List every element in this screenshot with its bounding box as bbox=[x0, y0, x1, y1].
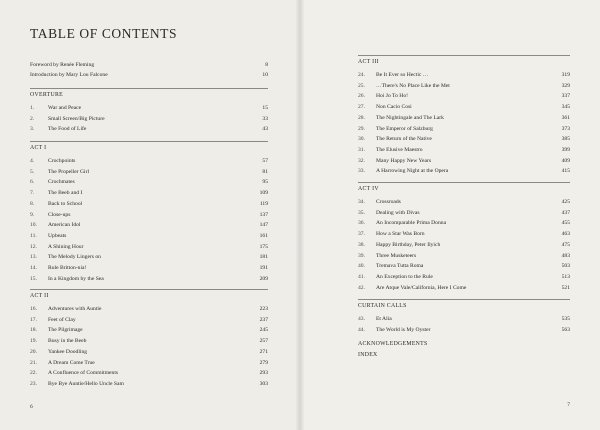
chapter-title: In a Kingdom by the Sea bbox=[48, 275, 104, 282]
page-number: 15 bbox=[262, 105, 268, 111]
chapter-title: A Harrowing Night at the Opera bbox=[376, 168, 449, 175]
page-number: 535 bbox=[561, 316, 570, 322]
toc-entry bbox=[30, 379, 268, 389]
section-heading: ACT I bbox=[30, 145, 47, 151]
chapter-title: Close-ups bbox=[48, 211, 71, 218]
page-number: 43 bbox=[262, 126, 268, 133]
toc-entry bbox=[30, 167, 268, 177]
toc-entry bbox=[358, 70, 570, 80]
section-heading: ACT II bbox=[30, 293, 49, 299]
toc-entry bbox=[30, 60, 268, 70]
chapter-title: Bye Bye Auntie/Hello Uncle Sam bbox=[48, 380, 124, 387]
chapter-title: An Exception to the Rule bbox=[376, 273, 433, 280]
page-number: 437 bbox=[561, 209, 570, 216]
chapter-title: Introduction by Mary Lou Falcone bbox=[30, 72, 108, 78]
toc-entry bbox=[358, 113, 570, 123]
section-rule bbox=[30, 289, 268, 290]
chapter-title: Et Alia bbox=[376, 316, 392, 322]
toc-entry bbox=[30, 188, 268, 198]
chapter-number: 12. bbox=[30, 243, 37, 250]
page-number: 257 bbox=[259, 338, 268, 345]
book-gutter bbox=[296, 0, 304, 430]
chapter-title: The Pilgrimage bbox=[48, 327, 83, 334]
toc-entry bbox=[358, 283, 570, 293]
section-heading: CURTAIN CALLS bbox=[358, 303, 407, 309]
chapter-title: The Food of Life bbox=[48, 126, 87, 133]
chapter-number: 39. bbox=[358, 252, 365, 259]
toc-entry bbox=[358, 229, 570, 239]
toc-entry bbox=[358, 156, 570, 166]
page-number: 319 bbox=[561, 72, 570, 78]
section-rule bbox=[358, 55, 570, 56]
chapter-title: Many Happy New Years bbox=[376, 157, 431, 164]
chapter-title: American Idol bbox=[48, 222, 81, 229]
page-number: 181 bbox=[259, 254, 268, 261]
chapter-number: 44. bbox=[358, 326, 365, 333]
toc-entry bbox=[358, 314, 570, 324]
page-number: 345 bbox=[561, 104, 570, 111]
index-heading: INDEX bbox=[358, 352, 378, 358]
toc-entry bbox=[358, 251, 570, 261]
toc-entry bbox=[30, 103, 268, 113]
chapter-title: Busy in the Beeb bbox=[48, 338, 87, 345]
page-number: 81 bbox=[262, 168, 268, 175]
chapter-number: 1. bbox=[30, 105, 35, 111]
page-number: 119 bbox=[259, 200, 268, 207]
chapter-number: 38. bbox=[358, 241, 365, 248]
chapter-title: Small Screen/Big Picture bbox=[48, 115, 105, 122]
chapter-number: 17. bbox=[30, 316, 37, 323]
chapter-number: 40. bbox=[358, 263, 365, 270]
chapter-number: 8. bbox=[30, 200, 35, 207]
page-number: 475 bbox=[561, 241, 570, 248]
chapter-number: 29. bbox=[358, 125, 365, 132]
chapter-title: War and Peace bbox=[48, 105, 82, 111]
chapter-number: 20. bbox=[30, 348, 37, 355]
chapter-title: Crochmates bbox=[48, 179, 75, 186]
chapter-number: 2. bbox=[30, 115, 35, 122]
toc-entry bbox=[358, 218, 570, 228]
section-rule bbox=[30, 88, 268, 89]
toc-entry bbox=[358, 208, 570, 218]
page-title: TABLE OF CONTENTS bbox=[30, 26, 178, 41]
page-number: 109 bbox=[259, 190, 268, 197]
toc-entry bbox=[30, 358, 268, 368]
page-number: 147 bbox=[259, 222, 268, 229]
chapter-title: Dealing with Divas bbox=[376, 209, 420, 216]
page-number: 521 bbox=[561, 284, 570, 291]
chapter-title: Rule Britton-nia! bbox=[48, 265, 87, 271]
chapter-number: 23. bbox=[30, 380, 37, 387]
toc-entry bbox=[30, 274, 268, 284]
toc-entry bbox=[30, 252, 268, 262]
chapter-number: 31. bbox=[358, 146, 365, 153]
page-number: 191 bbox=[259, 265, 268, 271]
folio-left: 6 bbox=[30, 404, 33, 410]
chapter-title: A Confluence of Commitments bbox=[48, 370, 119, 377]
toc-entry bbox=[358, 134, 570, 144]
chapter-title: Hoi Jo To Ho! bbox=[376, 93, 408, 100]
chapter-number: 41. bbox=[358, 273, 365, 280]
toc-entry bbox=[30, 336, 268, 346]
chapter-number: 35. bbox=[358, 209, 365, 216]
page-number: 245 bbox=[259, 327, 268, 334]
chapter-title: A Shining Hour bbox=[48, 243, 84, 250]
chapter-number: 4. bbox=[30, 158, 35, 164]
toc-entry bbox=[358, 240, 570, 250]
toc-entry bbox=[358, 124, 570, 134]
chapter-number: 22. bbox=[30, 370, 37, 377]
toc-entry bbox=[358, 166, 570, 176]
page-number: 361 bbox=[561, 114, 570, 121]
toc-entry bbox=[30, 347, 268, 357]
chapter-title: Yankee Doodling bbox=[48, 348, 88, 355]
chapter-number: 7. bbox=[30, 190, 35, 197]
chapter-title: The Emperor of Salzburg bbox=[376, 125, 433, 132]
page-number: 271 bbox=[259, 348, 268, 355]
chapter-title: Three Musketeers bbox=[376, 252, 417, 259]
page-number: 329 bbox=[561, 82, 570, 89]
page-number: 223 bbox=[259, 306, 268, 312]
chapter-number: 9. bbox=[30, 211, 35, 218]
chapter-title: The Elusive Maestro bbox=[376, 146, 423, 153]
toc-entry bbox=[358, 91, 570, 101]
chapter-title: The Propeller Girl bbox=[48, 168, 90, 175]
chapter-number: 3. bbox=[30, 126, 35, 133]
toc-entry bbox=[30, 220, 268, 230]
page-number: 425 bbox=[561, 199, 570, 205]
chapter-number: 26. bbox=[358, 93, 365, 100]
page-number: 373 bbox=[561, 125, 570, 132]
chapter-title: Are Atque Vale/California, Here I Come bbox=[376, 284, 467, 291]
page-number: 503 bbox=[561, 263, 570, 270]
toc-entry bbox=[358, 197, 570, 207]
chapter-title: The Return of the Native bbox=[376, 136, 432, 143]
page-number: 399 bbox=[561, 146, 570, 153]
chapter-title: A Dream Come True bbox=[48, 359, 95, 366]
page-number: 385 bbox=[561, 136, 570, 143]
toc-entry bbox=[358, 261, 570, 271]
toc-entry bbox=[30, 114, 268, 124]
chapter-title: Happy Birthday, Peter Ilyich bbox=[376, 241, 441, 248]
chapter-number: 33. bbox=[358, 168, 365, 175]
chapter-number: 32. bbox=[358, 157, 365, 164]
page-number: 483 bbox=[561, 252, 570, 259]
page-number: 137 bbox=[259, 211, 268, 218]
chapter-title: Upbeats bbox=[48, 232, 67, 239]
chapter-number: 37. bbox=[358, 231, 365, 238]
page-number: 293 bbox=[259, 370, 268, 377]
chapter-title: …There's No Place Like the Met bbox=[376, 82, 450, 89]
chapter-number: 10. bbox=[30, 222, 37, 229]
chapter-title: The Melody Lingers on bbox=[48, 254, 101, 261]
page-number: 237 bbox=[259, 316, 268, 323]
page-number: 161 bbox=[259, 232, 268, 239]
chapter-number: 28. bbox=[358, 114, 365, 121]
chapter-number: 21. bbox=[30, 359, 37, 366]
chapter-number: 16. bbox=[30, 306, 37, 312]
page-number: 415 bbox=[561, 168, 570, 175]
toc-entry bbox=[30, 124, 268, 134]
toc-entry bbox=[30, 199, 268, 209]
chapter-number: 36. bbox=[358, 220, 365, 227]
toc-entry bbox=[358, 325, 570, 335]
toc-entry bbox=[30, 315, 268, 325]
toc-entry bbox=[30, 304, 268, 314]
toc-entry bbox=[30, 210, 268, 220]
chapter-number: 13. bbox=[30, 254, 37, 261]
chapter-number: 30. bbox=[358, 136, 365, 143]
page-number: 455 bbox=[561, 220, 570, 227]
chapter-title: An Incomparable Prima Donna bbox=[376, 220, 447, 227]
section-heading: ACT III bbox=[358, 59, 379, 65]
page-number: 337 bbox=[561, 93, 570, 100]
toc-entry bbox=[30, 242, 268, 252]
section-rule bbox=[30, 141, 268, 142]
toc-entry bbox=[30, 368, 268, 378]
chapter-title: The Beeb and I bbox=[48, 190, 83, 197]
page-number: 463 bbox=[561, 231, 570, 238]
page-number: 33 bbox=[262, 115, 268, 122]
acknowledgements-heading: ACKNOWLEDGEMENTS bbox=[358, 341, 428, 347]
toc-entry bbox=[30, 70, 268, 80]
chapter-number: 43. bbox=[358, 316, 365, 322]
chapter-number: 6. bbox=[30, 179, 35, 186]
chapter-number: 18. bbox=[30, 327, 37, 334]
toc-entry bbox=[30, 177, 268, 187]
page-number: 279 bbox=[259, 359, 268, 366]
toc-entry bbox=[30, 325, 268, 335]
chapter-title: Be It Ever so Hectic … bbox=[376, 72, 429, 78]
chapter-title: How a Star Was Born bbox=[376, 231, 425, 238]
chapter-number: 24. bbox=[358, 72, 365, 78]
chapter-number: 25. bbox=[358, 82, 365, 89]
chapter-number: 34. bbox=[358, 199, 365, 205]
section-rule bbox=[358, 182, 570, 183]
chapter-title: Adventures with Auntie bbox=[48, 306, 102, 312]
right-page bbox=[300, 0, 600, 430]
chapter-title: Crochpoints bbox=[48, 158, 76, 164]
page-number: 209 bbox=[259, 275, 268, 282]
page-number: 563 bbox=[561, 326, 570, 333]
chapter-number: 15. bbox=[30, 275, 37, 282]
chapter-number: 5. bbox=[30, 168, 35, 175]
section-heading: ACT IV bbox=[358, 186, 379, 192]
section-rule bbox=[358, 299, 570, 300]
page-number: 8 bbox=[265, 62, 268, 68]
chapter-number: 14. bbox=[30, 265, 37, 271]
chapter-title: Foreword by Renée Fleming bbox=[30, 62, 95, 68]
chapter-title: The World is My Oyster bbox=[376, 326, 431, 333]
chapter-title: Tremava Tutta Roma bbox=[376, 263, 424, 270]
toc-entry bbox=[30, 231, 268, 241]
chapter-number: 42. bbox=[358, 284, 365, 291]
page-number: 95 bbox=[262, 179, 268, 186]
chapter-title: Non Cacio Cosi bbox=[376, 104, 412, 111]
chapter-number: 19. bbox=[30, 338, 37, 345]
toc-entry bbox=[358, 81, 570, 91]
page-number: 303 bbox=[259, 380, 268, 387]
page-number: 175 bbox=[259, 243, 268, 250]
page-number: 409 bbox=[561, 157, 570, 164]
toc-entry bbox=[358, 272, 570, 282]
chapter-title: The Nightingale and The Lark bbox=[376, 114, 444, 121]
chapter-number: 27. bbox=[358, 104, 365, 111]
toc-entry bbox=[30, 156, 268, 166]
page-number: 57 bbox=[262, 158, 268, 164]
page-number: 10 bbox=[262, 72, 268, 78]
toc-entry bbox=[30, 263, 268, 273]
chapter-title: Feet of Clay bbox=[48, 316, 76, 323]
toc-entry bbox=[358, 145, 570, 155]
page-number: 513 bbox=[561, 273, 570, 280]
chapter-title: Back to School bbox=[48, 200, 83, 207]
chapter-title: Crossroads bbox=[376, 199, 401, 205]
folio-right: 7 bbox=[567, 402, 570, 408]
toc-entry bbox=[358, 102, 570, 112]
section-heading: OVERTURE bbox=[30, 92, 63, 98]
chapter-number: 11. bbox=[30, 232, 37, 239]
